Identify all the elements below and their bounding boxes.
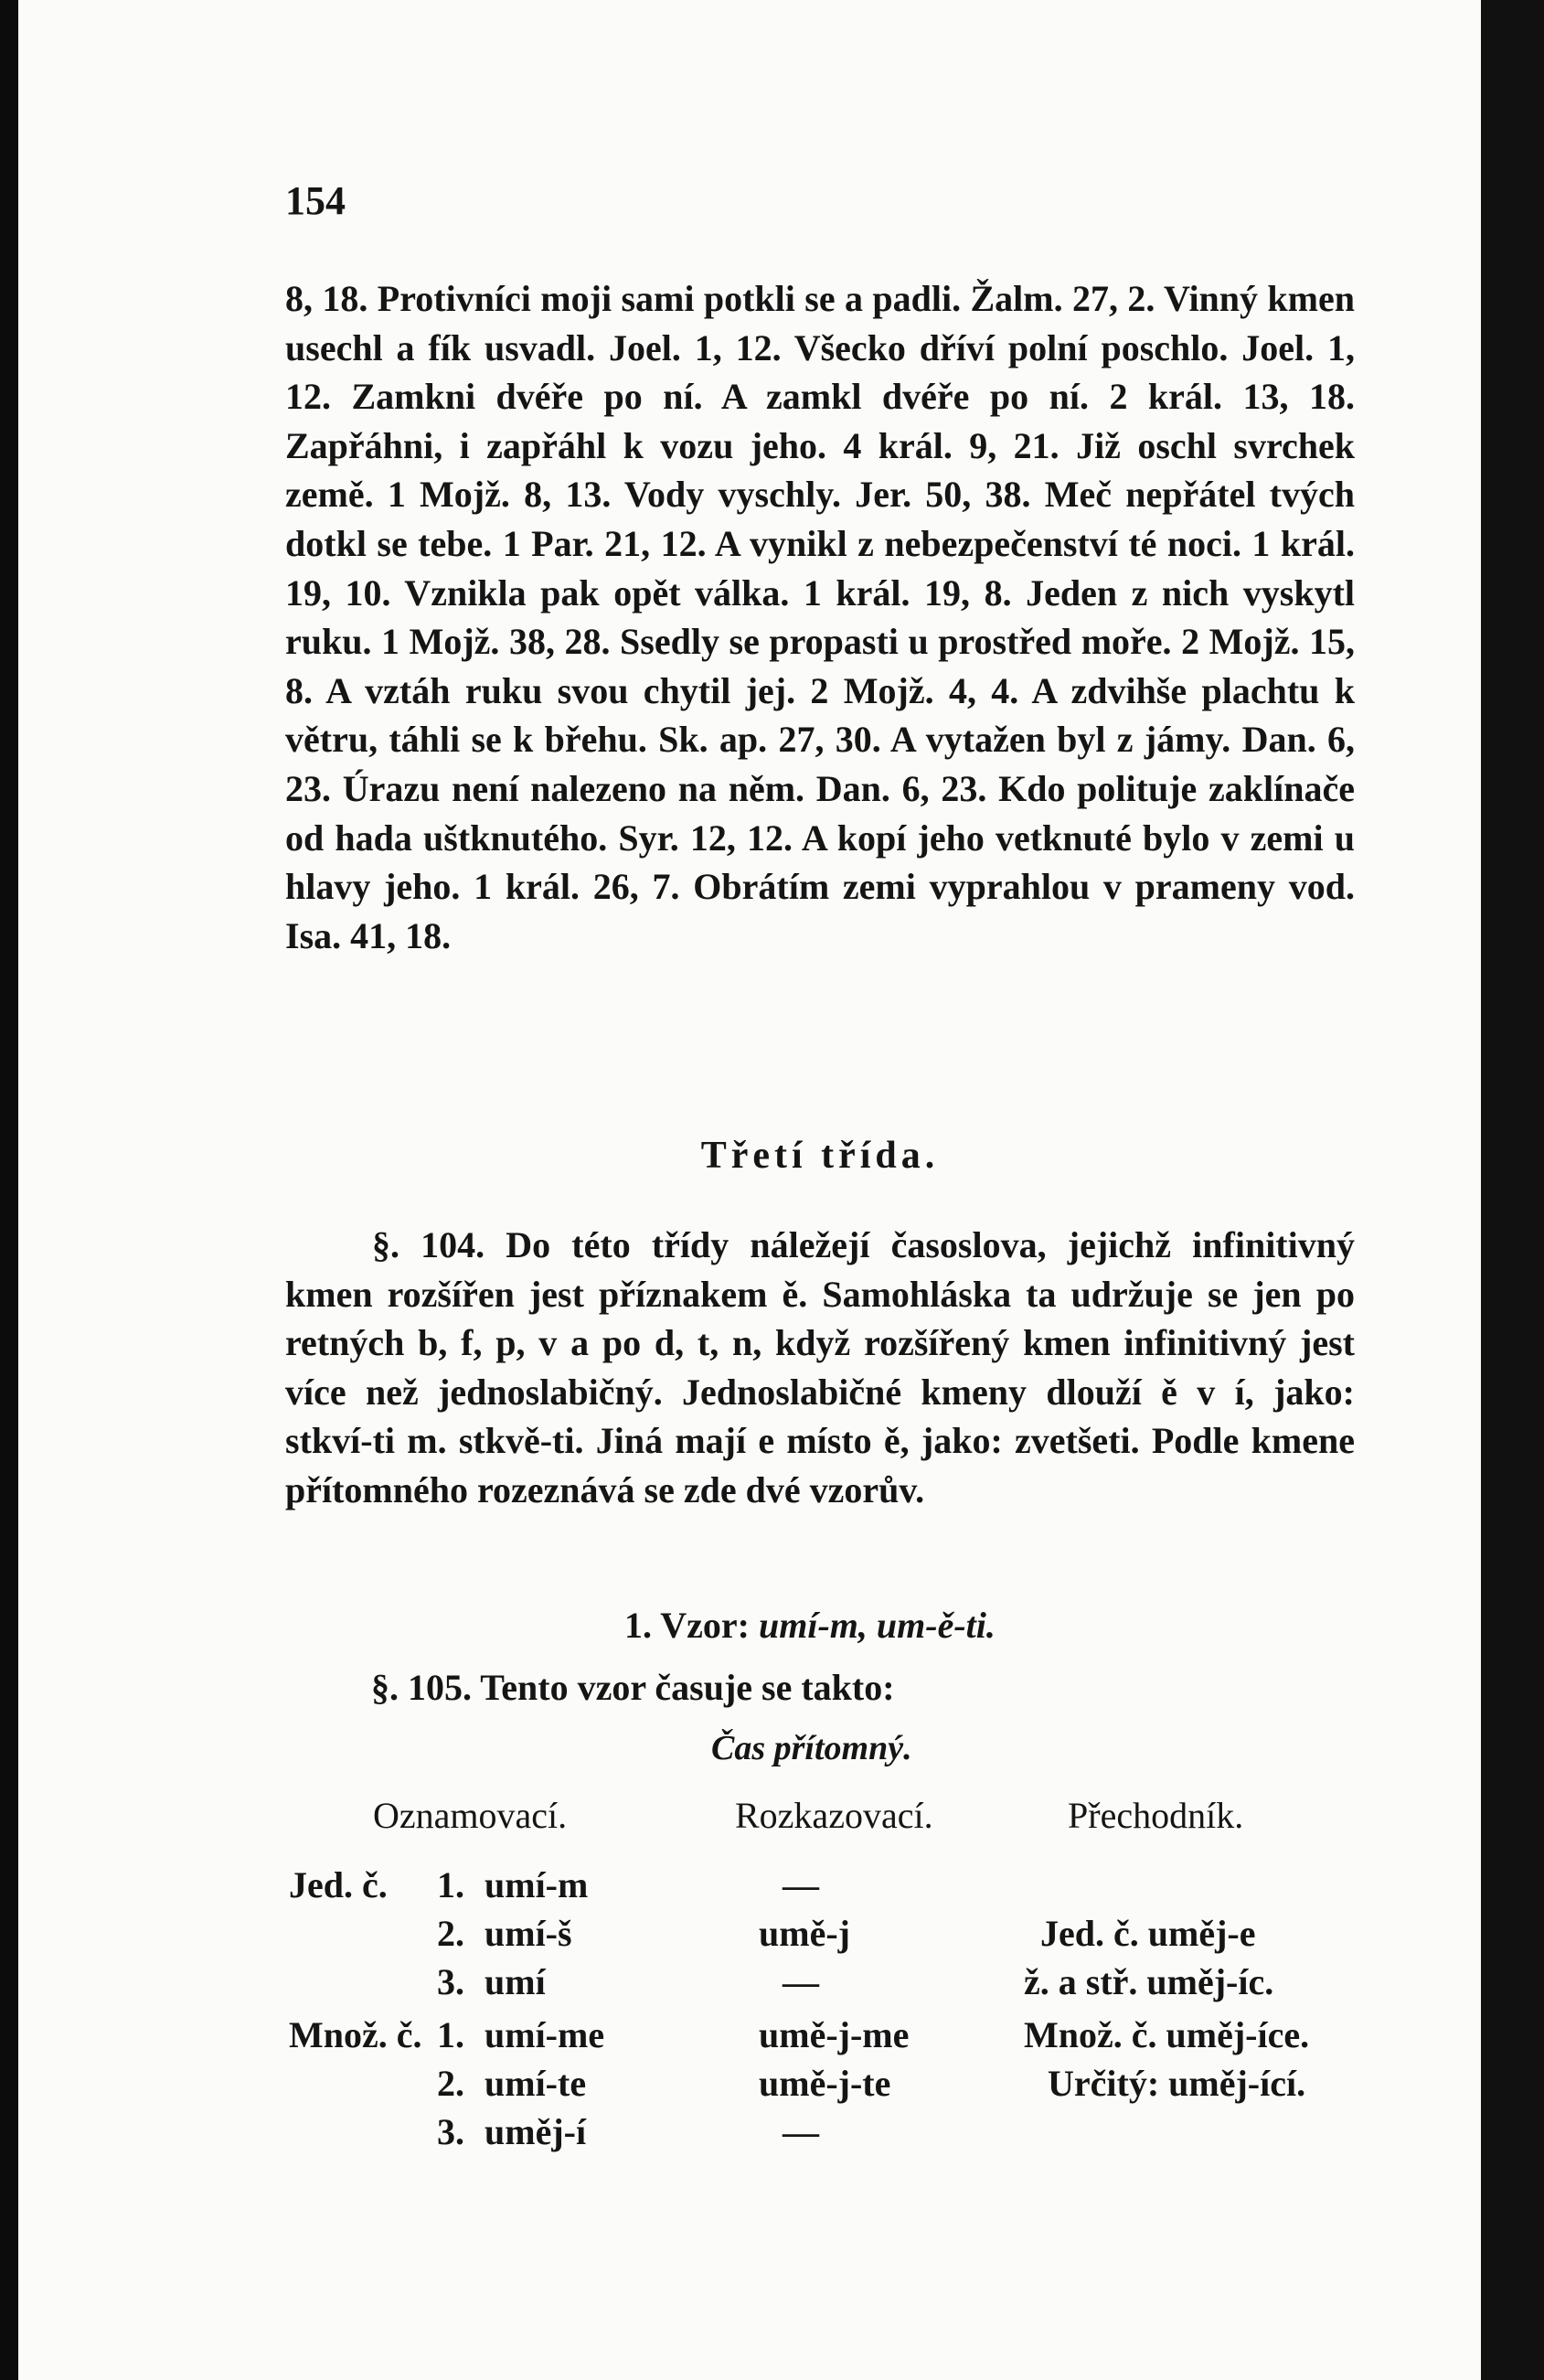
scan-edge bbox=[1481, 0, 1544, 2380]
column-header-transgressive: Přechodník. bbox=[1068, 1795, 1244, 1836]
indicative-form: umí-me bbox=[484, 2014, 605, 2055]
tense-heading: Čas přítomný. bbox=[711, 1729, 912, 1767]
indicative-form: umí-š bbox=[484, 1913, 572, 1954]
indicative-form: umí bbox=[484, 1961, 546, 2002]
imperative-form: umě-j bbox=[759, 1913, 850, 1954]
indicative-form: uměj-í bbox=[484, 2111, 587, 2152]
transgressive-form: Určitý: uměj-ící. bbox=[1048, 2063, 1306, 2104]
row-number: 1. bbox=[437, 1864, 464, 1905]
imperative-form: — bbox=[783, 1864, 819, 1905]
column-header-indicative: Oznamovací. bbox=[373, 1795, 568, 1836]
row-number: 3. bbox=[437, 2111, 464, 2152]
row-number: 3. bbox=[437, 1961, 464, 2002]
transgressive-form: Množ. č. uměj-íce. bbox=[1024, 2014, 1310, 2055]
row-number: 2. bbox=[437, 2063, 464, 2104]
transgressive-form: Jed. č. uměj-e bbox=[1040, 1913, 1256, 1954]
column-header-imperative: Rozkazovací. bbox=[735, 1795, 933, 1836]
pattern-label: 1. Vzor: bbox=[624, 1605, 750, 1646]
imperative-form: — bbox=[783, 2111, 819, 2152]
paragraph-section-105: §. 105. Tento vzor časuje se takto: bbox=[371, 1667, 895, 1708]
page-number: 154 bbox=[285, 178, 346, 223]
row-label: Jed. č. bbox=[289, 1864, 388, 1905]
transgressive-form: ž. a stř. uměj-íc. bbox=[1024, 1961, 1274, 2002]
row-number: 1. bbox=[437, 2014, 464, 2055]
row-number: 2. bbox=[437, 1913, 464, 1954]
section-heading: Třetí třída. bbox=[700, 1135, 940, 1177]
paragraph-examples: 8, 18. Protivníci moji sami potkli se a padli. Žalm. 27, 2. Vinný kmen usechl a fík usvadl. Joel. 1, 12. Všecko dříví polní poschlo. Joel. 1, 12. Zamkni dvéře po ní. A zamkl dvéře po ní. 2 král. 13, 18. Zapřáhni, i zapřáhl k vozu jeho. 4 král. 9, 21. Již oschl svrchek země. 1 Mojž. 8, 13. Vody vyschly. Jer. 50, 38. Meč nepřátel tvých dotkl se tebe. 1 Par. 21, 12. A vynikl z nebezpečenství té noci. 1 král. 19, 10. Vznikla pak opět válka. 1 král. 19, 8. Jeden z nich vyskytl ruku. 1 Mojž. 38, 28. Ssedly se propasti u prostřed moře. 2 Mojž. 15, 8. A vztáh ruku svou chytil jej. 2 Mojž. 4, 4. A zdvihše plachtu k větru, táhli se k břehu. Sk. ap. 27, 30. A vytažen byl z jámy. Dan. 6, 23. Úrazu není nalezeno na něm. Dan. 6, 23. Kdo polituje zaklínače od hada uštknutého. Syr. 12, 12. A kopí jeho vetknuté bylo v zemi u hlavy jeho. 1 král. 26, 7. Obrátím zemi vyprahlou v prameny vod. Isa. 41, 18. bbox=[285, 278, 1355, 956]
indicative-form: umí-te bbox=[484, 2063, 587, 2104]
imperative-form: — bbox=[783, 1961, 819, 2002]
row-label: Množ. č. bbox=[289, 2014, 422, 2055]
pattern-title bbox=[624, 1604, 996, 1647]
imperative-form: umě-j-te bbox=[759, 2063, 891, 2104]
paragraph-section-104: §. 104. Do této třídy náležejí časoslova, jejichž infinitivný kmen rozšířen jest příznakem ě. Samohláska ta udržuje se jen po retných b, f, p, v a po d, t, n, když rozšířený kmen infinitivný jest více než jednoslabičný. Jednoslabičné kmeny dlouží ě v í, jako: stkví-ti m. stkvě-ti. Jiná mají e místo ě, jako: zvetšeti. Podle kmene přítomného rozeznává se zde dvé vzorův. bbox=[285, 1224, 1355, 1510]
indicative-form: umí-m bbox=[484, 1864, 589, 1905]
imperative-form: umě-j-me bbox=[759, 2014, 910, 2055]
pattern-example: umí-m, um-ě-ti. bbox=[759, 1605, 996, 1646]
